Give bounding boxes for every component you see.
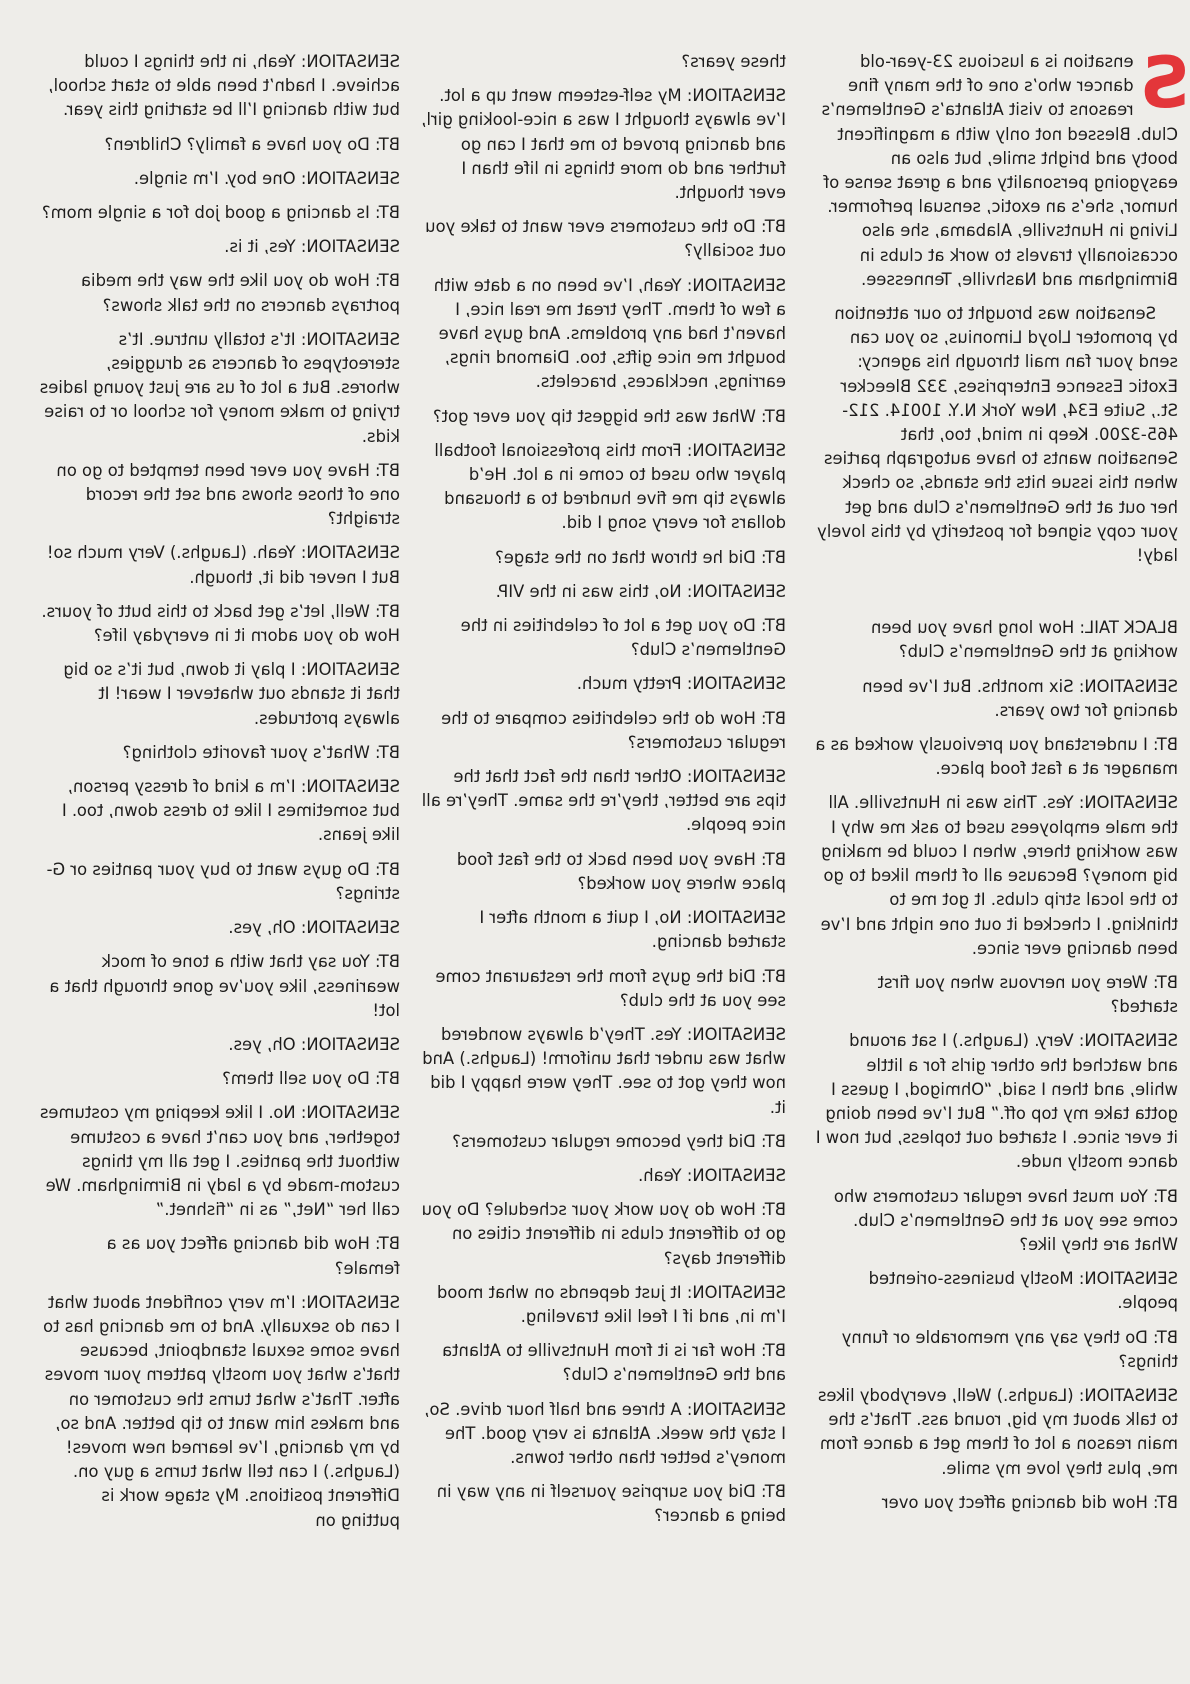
qa-paragraph: SENSATION: Very. (Laughs.) I sat around and watched the other girls for a little while, and then I said, “Ohmigod, I guess I gotta take my top off.” But I’ve been doing it ever since. I started out topless, but now I dance mostly nude. (815, 1031, 1178, 1172)
intro-text: ensation is a luscious 23-year-old dancer who’s one of the many fine reasons to visit Atlanta’s Gentlemen’s Club. Blessed not only with a magnificent booty and bright smile, but also an easygoing personality and a great sense of humor, she’s an exotic, sensual performer. Living in Huntsville, Alabama, she also occasionally travels to work at clubs in Birmingham and Nashville, Tennessee. (821, 52, 1178, 289)
qa-paragraph: BT: Do you sell them? (222, 1069, 400, 1089)
qa-paragraph: SENSATION: A three and half hour drive. So, I stay the week. Atlanta is very good. The money’s better than other towns. (424, 1399, 786, 1467)
qa-paragraph: BT: How far is it from Huntsville to Atlanta and the Gentlemen’s Club? (442, 1341, 786, 1385)
qa-paragraph: BT: What was the biggest tip you ever got? (432, 406, 786, 426)
intro-paragraph (815, 42, 1190, 292)
qa-paragraph: SENSATION: Yeah. (638, 1165, 786, 1185)
section-gap (815, 578, 1178, 616)
qa-paragraph: BT: How do you work your schedule? Do you go to different clubs in different cities on different days? (421, 1200, 786, 1268)
qa-paragraph: SENSATION: I’m a kind of dressy person, but sometimes I like to dress down, too. I like jeans. (61, 777, 400, 845)
qa-paragraph: SENSATION: From this professional football player who used to come in a lot. He’d always tip me five hundred to a thousand dollars for every song I did. (434, 440, 786, 533)
qa-paragraph: SENSATION: Yeah, I’ve been on a date with a few of them. They treat me real nice, I haven’t had any problems. And guys have bought me nice gifts, too. Diamond rings, earrings, necklaces, bracelets. (433, 275, 786, 392)
qa-paragraph: SENSATION: I’m very confident about what I can do sexually. And to me dancing has to have some sexual standpoint, because that’s what you mostly pattern your moves after. That’s what turns the customer on and makes him want to tip better. And so, by my dancing, I’ve learned new moves! (Laughs.) I can tell what turns a guy on. Different positions. My stage work is putting on (43, 1292, 400, 1530)
qa-paragraph: SENSATION: Yes, it is. (224, 237, 400, 257)
qa-paragraph: SENSATION: Other than the fact that the tips are better, they’re the same. They’re all nice people. (421, 767, 786, 835)
qa-paragraph: SENSATION: (Laughs.) Well, everybody likes to talk about my big, round ass. That’s the main reason a lot of them get a dance from me, plus they love my smile. (817, 1385, 1178, 1478)
intro-paragraph-2: Sensation was brought to our attention by promoter Lloyd Limonius, so you can send your fan mail through his agency: Exotic Essence Enterprises, 332 Bleecker St., Suite E34, New York N.Y. 10014. 212-465-3200. Keep in mind, too, that Sensation wants to have autograph parties when this issue hits the stands, so check her out at the Gentlemen’s Club and get your copy signed for posterity by this lovely lady! (817, 304, 1178, 566)
column-three (38, 50, 400, 1543)
qa-paragraph: BT: How did dancing affect you as a female? (106, 1234, 400, 1278)
qa-paragraph: SENSATION: My self-esteem went up a lot. I’ve always thought I was a nice-looking girl, and dancing proved to me that I can go further and do more things in life than I ever thought. (421, 86, 786, 203)
qa-paragraph: BT: Have you ever been tempted to go on one of those shows and set the record straight? (56, 460, 400, 529)
qa-paragraph: BT: How do the celebrities compare to the regular customers? (441, 708, 786, 752)
qa-paragraph: BT: How do you like the way the media portrays dancers on the talk shows? (80, 271, 400, 315)
qa-paragraph: SENSATION: It’s totally untrue. It’s stereotypes of dancers as druggies, whores. But a lot of us are just young ladies trying to make money for school or to raise kids. (39, 329, 400, 446)
qa-paragraph: BT: Did the guys from the restaurant come see you at the club? (435, 966, 786, 1010)
qa-paragraph: BLACK TAIL: How long have you been working at the Gentlemen’s Club? (871, 618, 1178, 662)
qa-paragraph: BT: Is dancing a good job for a single mom? (41, 203, 400, 223)
qa-paragraph: BT: I understand you previously worked as a manager at a fast food place. (815, 735, 1178, 779)
column-one (815, 42, 1190, 1525)
qa-paragraph: BT: Have you been back to the fast food place where you worked? (456, 849, 786, 893)
qa-paragraph: BT: You say that with a tone of mock weariness, like you’ve gone through that a lot! (49, 952, 400, 1020)
qa-paragraph: BT: Do guys want to buy your panties or G-strings? (46, 859, 400, 903)
qa-paragraph: BT: Were you nervous when you first started? (877, 972, 1178, 1017)
qa-paragraph: BT: How did dancing affect you over (881, 1492, 1178, 1512)
column-two (420, 50, 786, 1539)
qa-paragraph: SENSATION: Yes. This was in Huntsville. All the male employees used to ask me why I was working there, when I could be making big money? Because all of them liked to go to the local strip clubs. It got me to thinking. I checked it out one night and I’ve been dancing ever since. (820, 793, 1178, 958)
qa-paragraph: SENSATION: No. I like keeping my costumes together, and you can’t have a costume without the panties. I get all my things custom-made by a lady in Birmingham. We call her “Net,” as in “fishnet.” (39, 1103, 400, 1220)
qa-paragraph: BT: Did they become regular customers? (452, 1131, 786, 1151)
qa-paragraph: SENSATION: Oh, yes. (228, 918, 400, 938)
qa-paragraph: BT: Do you have a family? Children? (104, 134, 400, 154)
qa-paragraph: BT: Did he throw that on the stage? (495, 547, 786, 567)
qa-paragraph: SENSATION: No, I quit a month after I started dancing. (479, 908, 786, 952)
qa-paragraph: SENSATION: Oh, yes. (228, 1034, 400, 1054)
drop-cap: S (1139, 42, 1190, 124)
qa-paragraph: BT: Do they say any memorable or funny things? (841, 1327, 1178, 1371)
qa-paragraph: BT: What’s your favorite clothing? (122, 742, 400, 762)
qa-paragraph: these years? (681, 52, 786, 71)
qa-paragraph: SENSATION: One boy. I’m single. (133, 168, 400, 188)
qa-paragraph: SENSATION: Yeah. (Laughs.) Very much so! But I never did it, though. (46, 543, 400, 587)
qa-paragraph: SENSATION: It just depends on what mood I’m in, and if I feel like traveling. (436, 1282, 786, 1326)
qa-paragraph: BT: Did you surprise yourself in any way in being a dancer? (436, 1482, 786, 1526)
qa-paragraph: SENSATION: Pretty much. (576, 674, 786, 694)
qa-paragraph: SENSATION: Mostly business-oriented people. (868, 1269, 1178, 1313)
qa-paragraph: SENSATION: Yes. They’d always wondered what was under that uniform! (Laughs.) And now they got to see. They were happy I did it. (422, 1024, 786, 1117)
qa-paragraph: BT: You must have regular customers who come see you at the Gentlemen’s Club. What are they like? (833, 1186, 1178, 1254)
qa-paragraph: BT: Well, let’s get back to this butt of yours. How do you adorn it in everyday life? (41, 601, 400, 646)
qa-paragraph: SENSATION: Six months. But I’ve been dancing for two years. (862, 676, 1178, 720)
qa-paragraph: BT: Do the customers ever want to take you out socially? (425, 217, 786, 261)
qa-paragraph: BT: Do you get a lot of celebrities in the Gentlemen’s Club? (460, 616, 786, 660)
qa-paragraph: SENSATION: Yeah, in the things I could achieve. I hadn’t been able to start school, but with dancing I’ll be starting this year. (48, 52, 400, 120)
qa-paragraph: SENSATION: No, this was in the VIP. (495, 581, 786, 601)
qa-paragraph: SENSATION: I play it down, but it’s so big that it stands out whatever I wear! It always protrudes. (63, 660, 400, 728)
